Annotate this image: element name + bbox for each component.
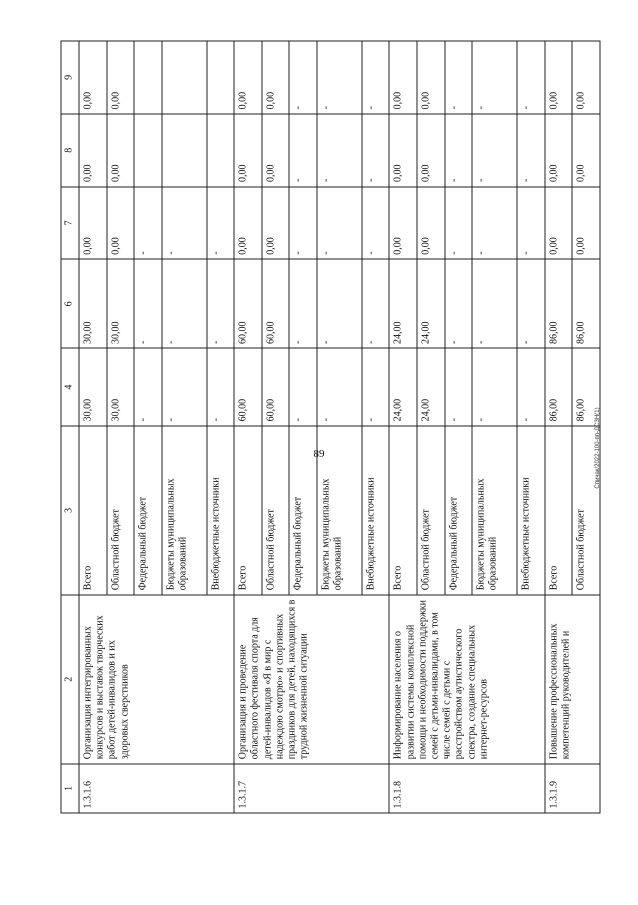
value-cell: 0,00 bbox=[261, 113, 289, 186]
funding-source: Областной бюджет bbox=[417, 425, 445, 594]
measure-code: 1.3.1.6 bbox=[79, 763, 234, 812]
value-cell: 60,00 bbox=[261, 348, 289, 425]
value-cell: 86,00 bbox=[544, 348, 572, 425]
value-cell bbox=[134, 113, 162, 186]
value-cell: - bbox=[444, 113, 472, 186]
funding-source: Внебюджетные источники bbox=[206, 425, 234, 594]
value-cell: - bbox=[361, 186, 389, 259]
measure-code: 1.3.1.8 bbox=[389, 763, 544, 812]
value-cell: - bbox=[134, 348, 162, 425]
column-header-1: 1 bbox=[61, 763, 79, 812]
value-cell: - bbox=[289, 259, 317, 348]
value-cell: - bbox=[289, 41, 317, 114]
value-cell: - bbox=[517, 41, 545, 114]
value-cell: - bbox=[161, 186, 206, 259]
value-cell: 24,00 bbox=[389, 348, 417, 425]
value-cell: 30,00 bbox=[79, 259, 107, 348]
value-cell: - bbox=[361, 113, 389, 186]
value-cell bbox=[134, 41, 162, 114]
value-cell: - bbox=[289, 113, 317, 186]
value-cell: - bbox=[444, 259, 472, 348]
table-header-row bbox=[61, 41, 79, 813]
value-cell: - bbox=[289, 186, 317, 259]
value-cell: 0,00 bbox=[234, 186, 262, 259]
value-cell: - bbox=[316, 259, 361, 348]
value-cell bbox=[206, 41, 234, 114]
value-cell: 0,00 bbox=[261, 186, 289, 259]
value-cell: 0,00 bbox=[544, 113, 572, 186]
value-cell: - bbox=[472, 348, 517, 425]
value-cell: - bbox=[517, 348, 545, 425]
value-cell: 0,00 bbox=[261, 41, 289, 114]
funding-source: Областной бюджет bbox=[106, 425, 134, 594]
value-cell: 0,00 bbox=[544, 41, 572, 114]
table-body bbox=[79, 41, 600, 813]
column-header-4: 4 bbox=[61, 348, 79, 425]
table-row bbox=[79, 41, 107, 813]
funding-source: Федеральный бюджет bbox=[289, 425, 317, 594]
value-cell: 0,00 bbox=[106, 41, 134, 114]
value-cell: 0,00 bbox=[572, 113, 600, 186]
rotated-table-container bbox=[60, 40, 600, 813]
value-cell: 0,00 bbox=[417, 186, 445, 259]
measure-code: 1.3.1.7 bbox=[234, 763, 389, 812]
value-cell: 30,00 bbox=[106, 259, 134, 348]
value-cell: 0,00 bbox=[572, 186, 600, 259]
value-cell: - bbox=[361, 259, 389, 348]
measure-code: 1.3.1.9 bbox=[544, 763, 599, 812]
value-cell: - bbox=[316, 113, 361, 186]
column-header-3: 3 bbox=[61, 425, 79, 594]
value-cell: 30,00 bbox=[79, 348, 107, 425]
value-cell: - bbox=[316, 186, 361, 259]
column-header-2: 2 bbox=[61, 594, 79, 763]
value-cell: 0,00 bbox=[389, 113, 417, 186]
value-cell: - bbox=[472, 259, 517, 348]
value-cell: 86,00 bbox=[544, 259, 572, 348]
table-row bbox=[389, 41, 417, 813]
page-number: 89 bbox=[313, 448, 325, 460]
value-cell: 0,00 bbox=[79, 113, 107, 186]
column-header-7: 8 bbox=[61, 113, 79, 186]
funding-source: Всего bbox=[544, 425, 572, 594]
value-cell: - bbox=[517, 259, 545, 348]
funding-source: Всего bbox=[234, 425, 262, 594]
funding-source: Областной бюджет bbox=[261, 425, 289, 594]
value-cell: - bbox=[472, 186, 517, 259]
value-cell: - bbox=[316, 41, 361, 114]
footer-code-text: Спичак/2022-100-пп-ДСЗН(1) bbox=[595, 407, 601, 489]
value-cell: - bbox=[161, 259, 206, 348]
value-cell: - bbox=[517, 186, 545, 259]
measure-title: Организация и проведение областного фестиваля спорта для детей-инвалидов «Я в мир с надеждою смотрю» и спортивных праздников для детей, находящихся в трудной жизненной ситуации bbox=[234, 594, 389, 763]
value-cell: - bbox=[472, 41, 517, 114]
value-cell: 30,00 bbox=[106, 348, 134, 425]
value-cell: - bbox=[517, 113, 545, 186]
value-cell: 24,00 bbox=[417, 259, 445, 348]
budget-table bbox=[60, 40, 600, 813]
value-cell: 60,00 bbox=[234, 259, 262, 348]
value-cell bbox=[206, 113, 234, 186]
value-cell: 0,00 bbox=[417, 113, 445, 186]
value-cell: - bbox=[161, 348, 206, 425]
measure-title: Повышение профессиональных компетенций руководителей и bbox=[544, 594, 599, 763]
value-cell bbox=[161, 113, 206, 186]
value-cell: 0,00 bbox=[234, 113, 262, 186]
value-cell: 0,00 bbox=[234, 41, 262, 114]
value-cell: 86,00 bbox=[572, 259, 600, 348]
column-header-5: 6 bbox=[61, 259, 79, 348]
value-cell: - bbox=[316, 348, 361, 425]
value-cell: 0,00 bbox=[106, 186, 134, 259]
value-cell: - bbox=[206, 348, 234, 425]
column-header-6: 7 bbox=[61, 186, 79, 259]
funding-source: Всего bbox=[79, 425, 107, 594]
value-cell: - bbox=[134, 259, 162, 348]
value-cell: - bbox=[289, 348, 317, 425]
value-cell: - bbox=[472, 113, 517, 186]
value-cell: 0,00 bbox=[79, 186, 107, 259]
funding-source: Внебюджетные источники bbox=[361, 425, 389, 594]
column-header-8: 9 bbox=[61, 41, 79, 114]
value-cell: - bbox=[206, 259, 234, 348]
funding-source: Федеральный бюджет bbox=[444, 425, 472, 594]
value-cell: - bbox=[444, 41, 472, 114]
value-cell: 0,00 bbox=[106, 113, 134, 186]
measure-title: Организация интегрированных конкурсов и выставок творческих работ детей-инвалидов и их здоровых сверстников bbox=[79, 594, 234, 763]
value-cell: - bbox=[444, 348, 472, 425]
funding-source: Внебюджетные источники bbox=[517, 425, 545, 594]
table-row bbox=[234, 41, 262, 813]
value-cell: 60,00 bbox=[234, 348, 262, 425]
measure-title: Информирование населения о развитии системы комплексной помощи и необходимости поддержки семей с детьми-инвалидами, в том числе семей с детьми с расстройством аутистического спектра, создание специальных интернет-ресурсов bbox=[389, 594, 544, 763]
value-cell: - bbox=[444, 186, 472, 259]
value-cell: 0,00 bbox=[572, 41, 600, 114]
value-cell: 0,00 bbox=[79, 41, 107, 114]
value-cell: 24,00 bbox=[417, 348, 445, 425]
value-cell: 86,00 bbox=[572, 348, 600, 425]
funding-source: Бюджеты муниципальных образований bbox=[472, 425, 517, 594]
value-cell: 0,00 bbox=[389, 41, 417, 114]
value-cell: 24,00 bbox=[389, 259, 417, 348]
value-cell: - bbox=[361, 41, 389, 114]
value-cell: 0,00 bbox=[417, 41, 445, 114]
value-cell: 0,00 bbox=[544, 186, 572, 259]
value-cell: - bbox=[134, 186, 162, 259]
value-cell: - bbox=[206, 186, 234, 259]
funding-source: Федеральный бюджет bbox=[134, 425, 162, 594]
funding-source: Областной бюджет bbox=[572, 425, 600, 594]
funding-source: Бюджеты муниципальных образований bbox=[161, 425, 206, 594]
table-row bbox=[544, 41, 572, 813]
funding-source: Бюджеты муниципальных образований bbox=[316, 425, 361, 594]
funding-source: Всего bbox=[389, 425, 417, 594]
value-cell: - bbox=[361, 348, 389, 425]
value-cell bbox=[161, 41, 206, 114]
value-cell: 60,00 bbox=[261, 259, 289, 348]
value-cell: 0,00 bbox=[389, 186, 417, 259]
